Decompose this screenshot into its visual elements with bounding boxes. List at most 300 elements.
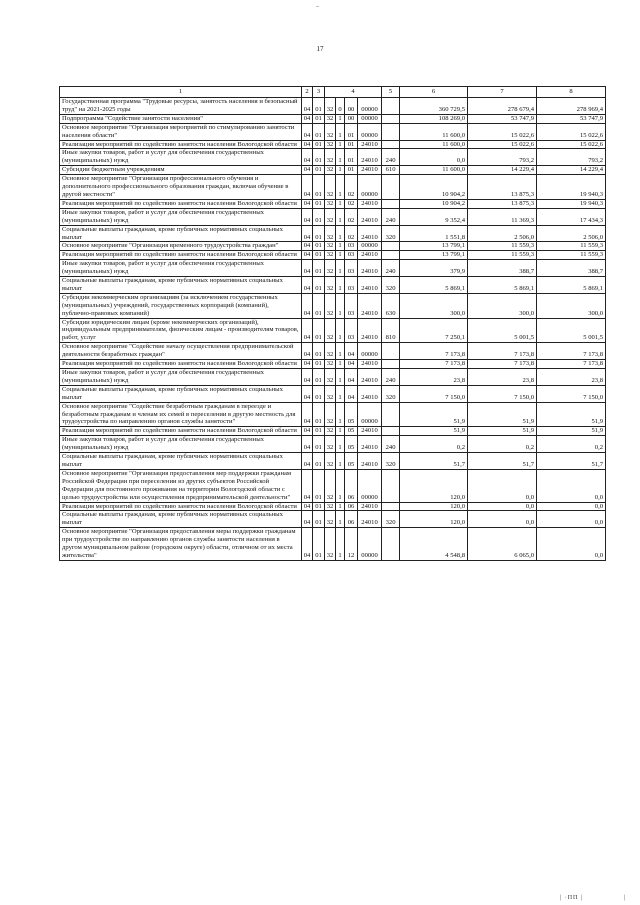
row-cell-c4d: 00000: [358, 175, 382, 200]
row-label: Основное мероприятие "Организация профессионального обучения и дополнительного профессионального образования граждан, включая обучение в другой местности": [60, 175, 302, 200]
row-label: Реализация мероприятий по содействию занятости населения Вологодской области: [60, 502, 302, 511]
row-cell-v8: 7 173,8: [537, 343, 606, 360]
row-cell-c2: 04: [302, 260, 313, 277]
row-cell-v6: 7 250,1: [400, 318, 468, 343]
row-cell-c5: 320: [382, 277, 400, 294]
row-cell-v8: 19 940,3: [537, 199, 606, 208]
row-cell-c4a: 32: [325, 149, 336, 166]
row-cell-v6: 13 799,1: [400, 251, 468, 260]
row-cell-v7: 13 875,3: [468, 175, 537, 200]
row-cell-v6: 10 904,2: [400, 175, 468, 200]
row-cell-c4c: 05: [345, 436, 358, 453]
row-cell-c4b: 1: [336, 427, 345, 436]
top-mark: –: [316, 4, 319, 10]
row-cell-v6: 13 799,1: [400, 242, 468, 251]
row-cell-c4b: 1: [336, 140, 345, 149]
footer-mark-2: |: [624, 895, 626, 901]
row-cell-c4c: 03: [345, 260, 358, 277]
row-cell-v7: 0,0: [468, 469, 537, 502]
row-label: Основное мероприятие "Содействие началу осуществления предпринимательской деятельности безработных граждан": [60, 343, 302, 360]
table-row: [60, 260, 606, 277]
row-cell-v6: 4 548,8: [400, 528, 468, 561]
row-cell-c4b: 1: [336, 199, 345, 208]
row-label: Субсидии юридическим лицам (кроме некоммерческих организаций), индивидуальным предпринимателям, физическим лицам - производителям товаров, работ, услуг: [60, 318, 302, 343]
row-cell-v7: 11 559,3: [468, 251, 537, 260]
row-cell-c4d: 24010: [358, 208, 382, 225]
row-cell-c4d: 00000: [358, 114, 382, 123]
header-cell: 4: [325, 87, 382, 98]
header-cell: 6: [400, 87, 468, 98]
row-cell-v6: 10 904,2: [400, 199, 468, 208]
table-row: [60, 385, 606, 402]
row-cell-c3: 01: [313, 511, 325, 528]
table-row: [60, 199, 606, 208]
row-cell-v7: 793,2: [468, 149, 537, 166]
row-cell-c5: [382, 469, 400, 502]
table-row: [60, 453, 606, 470]
row-cell-v8: 0,0: [537, 528, 606, 561]
row-cell-c5: [382, 343, 400, 360]
row-cell-c4b: 1: [336, 453, 345, 470]
row-cell-c2: 04: [302, 385, 313, 402]
row-cell-c4d: 24010: [358, 293, 382, 318]
row-cell-c4d: 24010: [358, 360, 382, 369]
row-cell-c2: 04: [302, 469, 313, 502]
row-label: Основное мероприятие "Организация предоставления меры поддержки гражданам при трудоустройстве по направлению органов службы занятости населения в другом муниципальном районе (городском округе) области, отличном от их места жительства": [60, 528, 302, 561]
row-cell-v6: 7 150,0: [400, 385, 468, 402]
row-cell-c4a: 32: [325, 453, 336, 470]
row-cell-c4a: 32: [325, 199, 336, 208]
row-cell-v8: 2 506,0: [537, 225, 606, 242]
row-cell-c3: 01: [313, 175, 325, 200]
row-cell-v7: 11 369,3: [468, 208, 537, 225]
row-label: Иные закупки товаров, работ и услуг для обеспечения государственных (муниципальных) нужд: [60, 369, 302, 386]
row-cell-v8: 51,9: [537, 402, 606, 427]
row-label: Основное мероприятие "Организация временного трудоустройства граждан": [60, 242, 302, 251]
table-row: [60, 166, 606, 175]
row-cell-c4a: 32: [325, 427, 336, 436]
row-cell-v6: 11 600,0: [400, 123, 468, 140]
row-cell-c2: 04: [302, 166, 313, 175]
table-row: [60, 469, 606, 502]
header-cell: 7: [468, 87, 537, 98]
row-cell-c5: 320: [382, 225, 400, 242]
row-cell-c2: 04: [302, 511, 313, 528]
row-cell-c4c: 02: [345, 225, 358, 242]
row-cell-c2: 04: [302, 175, 313, 200]
row-cell-v7: 51,7: [468, 453, 537, 470]
row-cell-v7: 278 679,4: [468, 98, 537, 115]
row-cell-c4b: 1: [336, 511, 345, 528]
row-cell-c2: 04: [302, 277, 313, 294]
row-cell-c3: 01: [313, 528, 325, 561]
row-label: Социальные выплаты гражданам, кроме публичных нормативных социальных выплат: [60, 225, 302, 242]
row-cell-c3: 01: [313, 140, 325, 149]
row-cell-c4b: 1: [336, 360, 345, 369]
row-cell-v8: 0,0: [537, 502, 606, 511]
row-cell-v8: 11 559,3: [537, 242, 606, 251]
row-cell-c4c: 01: [345, 140, 358, 149]
row-label: Социальные выплаты гражданам, кроме публичных нормативных социальных выплат: [60, 385, 302, 402]
row-cell-c5: [382, 242, 400, 251]
row-label: Иные закупки товаров, работ и услуг для обеспечения государственных (муниципальных) нужд: [60, 208, 302, 225]
row-cell-c4d: 24010: [358, 140, 382, 149]
row-cell-c3: 01: [313, 242, 325, 251]
row-cell-v8: 53 747,9: [537, 114, 606, 123]
row-cell-c4d: 24010: [358, 260, 382, 277]
table-row: [60, 98, 606, 115]
row-cell-c3: 01: [313, 166, 325, 175]
row-cell-c5: 240: [382, 208, 400, 225]
row-cell-c4b: 1: [336, 385, 345, 402]
row-cell-v7: 0,0: [468, 502, 537, 511]
row-label: Государственная программа "Трудовые ресурсы, занятость населения и безопасный труд" на 2021-2025 годы: [60, 98, 302, 115]
row-cell-v7: 5 001,5: [468, 318, 537, 343]
row-cell-c2: 04: [302, 453, 313, 470]
row-label: Реализация мероприятий по содействию занятости населения Вологодской области: [60, 251, 302, 260]
row-cell-c5: [382, 98, 400, 115]
row-cell-c3: 01: [313, 385, 325, 402]
row-cell-v6: 379,9: [400, 260, 468, 277]
row-cell-c4d: 24010: [358, 199, 382, 208]
row-cell-c3: 01: [313, 123, 325, 140]
row-cell-v6: 120,0: [400, 469, 468, 502]
row-cell-c4c: 05: [345, 402, 358, 427]
row-cell-c4a: 32: [325, 369, 336, 386]
row-label: Иные закупки товаров, работ и услуг для обеспечения государственных (муниципальных) нужд: [60, 260, 302, 277]
row-cell-v6: 0,0: [400, 149, 468, 166]
row-cell-v6: 51,9: [400, 427, 468, 436]
row-label: Основное мероприятие "Организация мероприятий по стимулированию занятости населения области": [60, 123, 302, 140]
row-cell-c4d: 00000: [358, 402, 382, 427]
row-cell-v6: 120,0: [400, 502, 468, 511]
row-cell-c5: 610: [382, 166, 400, 175]
row-cell-c4c: 02: [345, 208, 358, 225]
row-cell-v7: 300,0: [468, 293, 537, 318]
table-row: [60, 528, 606, 561]
row-cell-c3: 01: [313, 293, 325, 318]
row-cell-c4b: 1: [336, 293, 345, 318]
row-cell-c4a: 32: [325, 140, 336, 149]
row-cell-c5: 630: [382, 293, 400, 318]
row-cell-c4b: 1: [336, 469, 345, 502]
row-cell-c3: 01: [313, 453, 325, 470]
row-cell-c4c: 03: [345, 251, 358, 260]
table-body: [60, 87, 606, 561]
table-row: [60, 436, 606, 453]
row-cell-c4c: 02: [345, 199, 358, 208]
header-cell: 5: [382, 87, 400, 98]
row-cell-c4a: 32: [325, 114, 336, 123]
row-cell-c5: 810: [382, 318, 400, 343]
row-cell-c4d: 24010: [358, 502, 382, 511]
table-row: [60, 251, 606, 260]
header-cell: 2: [302, 87, 313, 98]
row-cell-v6: 300,0: [400, 293, 468, 318]
row-cell-c4d: 00000: [358, 98, 382, 115]
row-cell-c5: [382, 251, 400, 260]
row-cell-c4b: 1: [336, 260, 345, 277]
row-cell-v7: 6 065,0: [468, 528, 537, 561]
row-cell-c4c: 12: [345, 528, 358, 561]
row-cell-v8: 51,9: [537, 427, 606, 436]
row-cell-c4c: 05: [345, 427, 358, 436]
row-cell-v7: 7 173,8: [468, 343, 537, 360]
row-cell-c4a: 32: [325, 528, 336, 561]
row-cell-v6: 0,2: [400, 436, 468, 453]
row-cell-c4c: 04: [345, 360, 358, 369]
row-cell-c4c: 05: [345, 453, 358, 470]
row-cell-v8: 17 434,3: [537, 208, 606, 225]
table-row: [60, 140, 606, 149]
row-cell-v6: 1 551,8: [400, 225, 468, 242]
row-cell-v8: 19 940,3: [537, 175, 606, 200]
row-cell-c4d: 24010: [358, 511, 382, 528]
row-cell-c4a: 32: [325, 242, 336, 251]
row-cell-c5: 240: [382, 369, 400, 386]
row-cell-c4a: 32: [325, 293, 336, 318]
row-cell-c4a: 32: [325, 502, 336, 511]
row-cell-v6: 120,0: [400, 511, 468, 528]
row-label: Реализация мероприятий по содействию занятости населения Вологодской области: [60, 140, 302, 149]
row-cell-c4a: 32: [325, 385, 336, 402]
table-row: [60, 123, 606, 140]
row-cell-c4a: 32: [325, 277, 336, 294]
row-cell-v7: 0,2: [468, 436, 537, 453]
page-number: 17: [316, 45, 324, 53]
row-cell-v8: 11 559,3: [537, 251, 606, 260]
row-cell-v8: 793,2: [537, 149, 606, 166]
row-cell-c4b: 1: [336, 225, 345, 242]
row-cell-c4b: 1: [336, 175, 345, 200]
row-cell-c4b: 1: [336, 242, 345, 251]
row-cell-c4d: 00000: [358, 123, 382, 140]
row-cell-c4b: 1: [336, 369, 345, 386]
row-cell-c4d: 00000: [358, 528, 382, 561]
row-cell-c4b: 1: [336, 208, 345, 225]
row-cell-c2: 04: [302, 251, 313, 260]
row-cell-c2: 04: [302, 242, 313, 251]
row-label: Основное мероприятие "Содействие безработным гражданам в переезде и безработным гражданам и членам их семей в переселении в другую местность для трудоустройства по направлению органов службы занятости": [60, 402, 302, 427]
row-cell-c5: [382, 140, 400, 149]
table-row: [60, 402, 606, 427]
row-cell-v7: 51,9: [468, 402, 537, 427]
row-cell-c4d: 24010: [358, 225, 382, 242]
row-cell-c4c: 04: [345, 369, 358, 386]
row-cell-c3: 01: [313, 208, 325, 225]
row-cell-c3: 01: [313, 149, 325, 166]
row-label: Иные закупки товаров, работ и услуг для обеспечения государственных (муниципальных) нужд: [60, 436, 302, 453]
table-row: [60, 208, 606, 225]
row-cell-v7: 51,9: [468, 427, 537, 436]
row-cell-c2: 04: [302, 225, 313, 242]
row-cell-c3: 01: [313, 251, 325, 260]
row-cell-v8: 7 173,8: [537, 360, 606, 369]
row-cell-v7: 14 229,4: [468, 166, 537, 175]
row-cell-v6: 51,7: [400, 453, 468, 470]
row-cell-c3: 01: [313, 343, 325, 360]
row-cell-c2: 04: [302, 199, 313, 208]
table-row: [60, 369, 606, 386]
row-cell-c4b: 1: [336, 502, 345, 511]
row-cell-c4b: 1: [336, 402, 345, 427]
row-cell-c4d: 24010: [358, 318, 382, 343]
row-cell-c4c: 04: [345, 343, 358, 360]
row-cell-c4b: 0: [336, 98, 345, 115]
row-label: Основное мероприятие "Организация предоставления мер поддержки гражданам Российской Федерации при переселении из других субъектов Российской Федерации для постоянного проживания на территории Вологодской области с целью трудоустройства или осуществления предпринимательской деятельности": [60, 469, 302, 502]
row-cell-c5: 320: [382, 385, 400, 402]
row-cell-c4a: 32: [325, 318, 336, 343]
row-cell-c3: 01: [313, 260, 325, 277]
table-row: [60, 343, 606, 360]
row-cell-c4d: 24010: [358, 166, 382, 175]
row-cell-v6: 7 173,8: [400, 360, 468, 369]
table-row: [60, 277, 606, 294]
header-cell: 3: [313, 87, 325, 98]
row-cell-v6: 11 600,0: [400, 140, 468, 149]
row-cell-c3: 01: [313, 199, 325, 208]
row-cell-v7: 15 022,6: [468, 140, 537, 149]
row-cell-c4a: 32: [325, 511, 336, 528]
row-cell-c4b: 1: [336, 114, 345, 123]
row-cell-c3: 01: [313, 277, 325, 294]
header-cell: 1: [60, 87, 302, 98]
row-cell-c4d: 00000: [358, 469, 382, 502]
table-row: [60, 318, 606, 343]
row-cell-c5: [382, 360, 400, 369]
row-cell-c3: 01: [313, 402, 325, 427]
row-cell-c3: 01: [313, 369, 325, 386]
row-cell-v8: 388,7: [537, 260, 606, 277]
row-cell-c4a: 32: [325, 469, 336, 502]
row-label: Реализация мероприятий по содействию занятости населения Вологодской области: [60, 199, 302, 208]
row-cell-c4a: 32: [325, 360, 336, 369]
row-cell-c5: [382, 199, 400, 208]
row-cell-c4b: 1: [336, 436, 345, 453]
row-cell-v8: 15 022,6: [537, 140, 606, 149]
row-cell-c3: 01: [313, 114, 325, 123]
row-cell-c5: [382, 427, 400, 436]
row-cell-c5: 240: [382, 149, 400, 166]
row-cell-c5: [382, 528, 400, 561]
row-cell-c3: 01: [313, 318, 325, 343]
row-cell-c4c: 03: [345, 242, 358, 251]
row-cell-v8: 0,2: [537, 436, 606, 453]
row-cell-c3: 01: [313, 469, 325, 502]
row-cell-c4d: 00000: [358, 242, 382, 251]
row-cell-c4b: 1: [336, 166, 345, 175]
row-cell-c3: 01: [313, 436, 325, 453]
row-cell-c4a: 32: [325, 343, 336, 360]
row-cell-c2: 04: [302, 123, 313, 140]
row-label: Подпрограмма "Содействие занятости населения": [60, 114, 302, 123]
row-cell-c5: 240: [382, 260, 400, 277]
row-cell-c4a: 32: [325, 175, 336, 200]
row-cell-v7: 5 869,1: [468, 277, 537, 294]
row-cell-c2: 04: [302, 436, 313, 453]
row-cell-c2: 04: [302, 402, 313, 427]
row-label: Реализация мероприятий по содействию занятости населения Вологодской области: [60, 360, 302, 369]
row-cell-c2: 04: [302, 318, 313, 343]
row-cell-c4c: 00: [345, 98, 358, 115]
row-cell-c5: 320: [382, 453, 400, 470]
table-row: [60, 225, 606, 242]
row-cell-v8: 0,0: [537, 511, 606, 528]
row-cell-v8: 300,0: [537, 293, 606, 318]
row-cell-v8: 278 969,4: [537, 98, 606, 115]
row-cell-v7: 23,8: [468, 369, 537, 386]
row-cell-v6: 108 269,0: [400, 114, 468, 123]
row-cell-c2: 04: [302, 343, 313, 360]
row-cell-c3: 01: [313, 225, 325, 242]
row-cell-c4d: 24010: [358, 369, 382, 386]
row-cell-c4c: 06: [345, 469, 358, 502]
row-cell-v7: 11 559,3: [468, 242, 537, 251]
row-cell-v8: 5 869,1: [537, 277, 606, 294]
row-cell-c4a: 32: [325, 225, 336, 242]
row-cell-c4c: 03: [345, 277, 358, 294]
row-cell-c5: [382, 123, 400, 140]
row-cell-v7: 7 173,8: [468, 360, 537, 369]
row-cell-c4c: 03: [345, 318, 358, 343]
table-row: [60, 360, 606, 369]
row-cell-c2: 04: [302, 98, 313, 115]
row-label: Субсидии некоммерческим организациям (за исключением государственных (муниципальных) учреждений, государственных корпораций (компаний), публично-правовых компаний): [60, 293, 302, 318]
row-cell-c4a: 32: [325, 98, 336, 115]
row-cell-v7: 7 150,0: [468, 385, 537, 402]
row-cell-v7: 53 747,9: [468, 114, 537, 123]
table-header-row: [60, 87, 606, 98]
row-cell-c4c: 06: [345, 511, 358, 528]
row-cell-c5: [382, 114, 400, 123]
row-cell-c4d: 24010: [358, 251, 382, 260]
row-cell-c3: 01: [313, 360, 325, 369]
row-cell-c2: 04: [302, 208, 313, 225]
table-row: [60, 114, 606, 123]
table-row: [60, 502, 606, 511]
row-label: Иные закупки товаров, работ и услуг для обеспечения государственных (муниципальных) нужд: [60, 149, 302, 166]
table-row: [60, 511, 606, 528]
row-cell-v6: 9 352,4: [400, 208, 468, 225]
row-label: Реализация мероприятий по содействию занятости населения Вологодской области: [60, 427, 302, 436]
row-cell-v6: 7 173,8: [400, 343, 468, 360]
row-cell-c4d: 24010: [358, 149, 382, 166]
row-cell-c4b: 1: [336, 277, 345, 294]
row-cell-c5: [382, 175, 400, 200]
row-cell-c4c: 01: [345, 166, 358, 175]
row-cell-v6: 11 600,0: [400, 166, 468, 175]
row-cell-c4c: 00: [345, 114, 358, 123]
row-cell-c4c: 03: [345, 293, 358, 318]
row-cell-c5: [382, 402, 400, 427]
row-cell-c2: 04: [302, 114, 313, 123]
row-cell-c2: 04: [302, 502, 313, 511]
row-cell-c2: 04: [302, 427, 313, 436]
table-row: [60, 149, 606, 166]
row-cell-c4b: 1: [336, 149, 345, 166]
table-row: [60, 427, 606, 436]
row-cell-c2: 04: [302, 369, 313, 386]
row-cell-c3: 01: [313, 427, 325, 436]
row-cell-c4d: 24010: [358, 277, 382, 294]
row-cell-c4d: 24010: [358, 436, 382, 453]
row-cell-c3: 01: [313, 98, 325, 115]
row-cell-v7: 388,7: [468, 260, 537, 277]
row-cell-v7: 15 022,6: [468, 123, 537, 140]
row-cell-v8: 7 150,0: [537, 385, 606, 402]
row-cell-v6: 360 729,5: [400, 98, 468, 115]
row-cell-c4b: 1: [336, 528, 345, 561]
